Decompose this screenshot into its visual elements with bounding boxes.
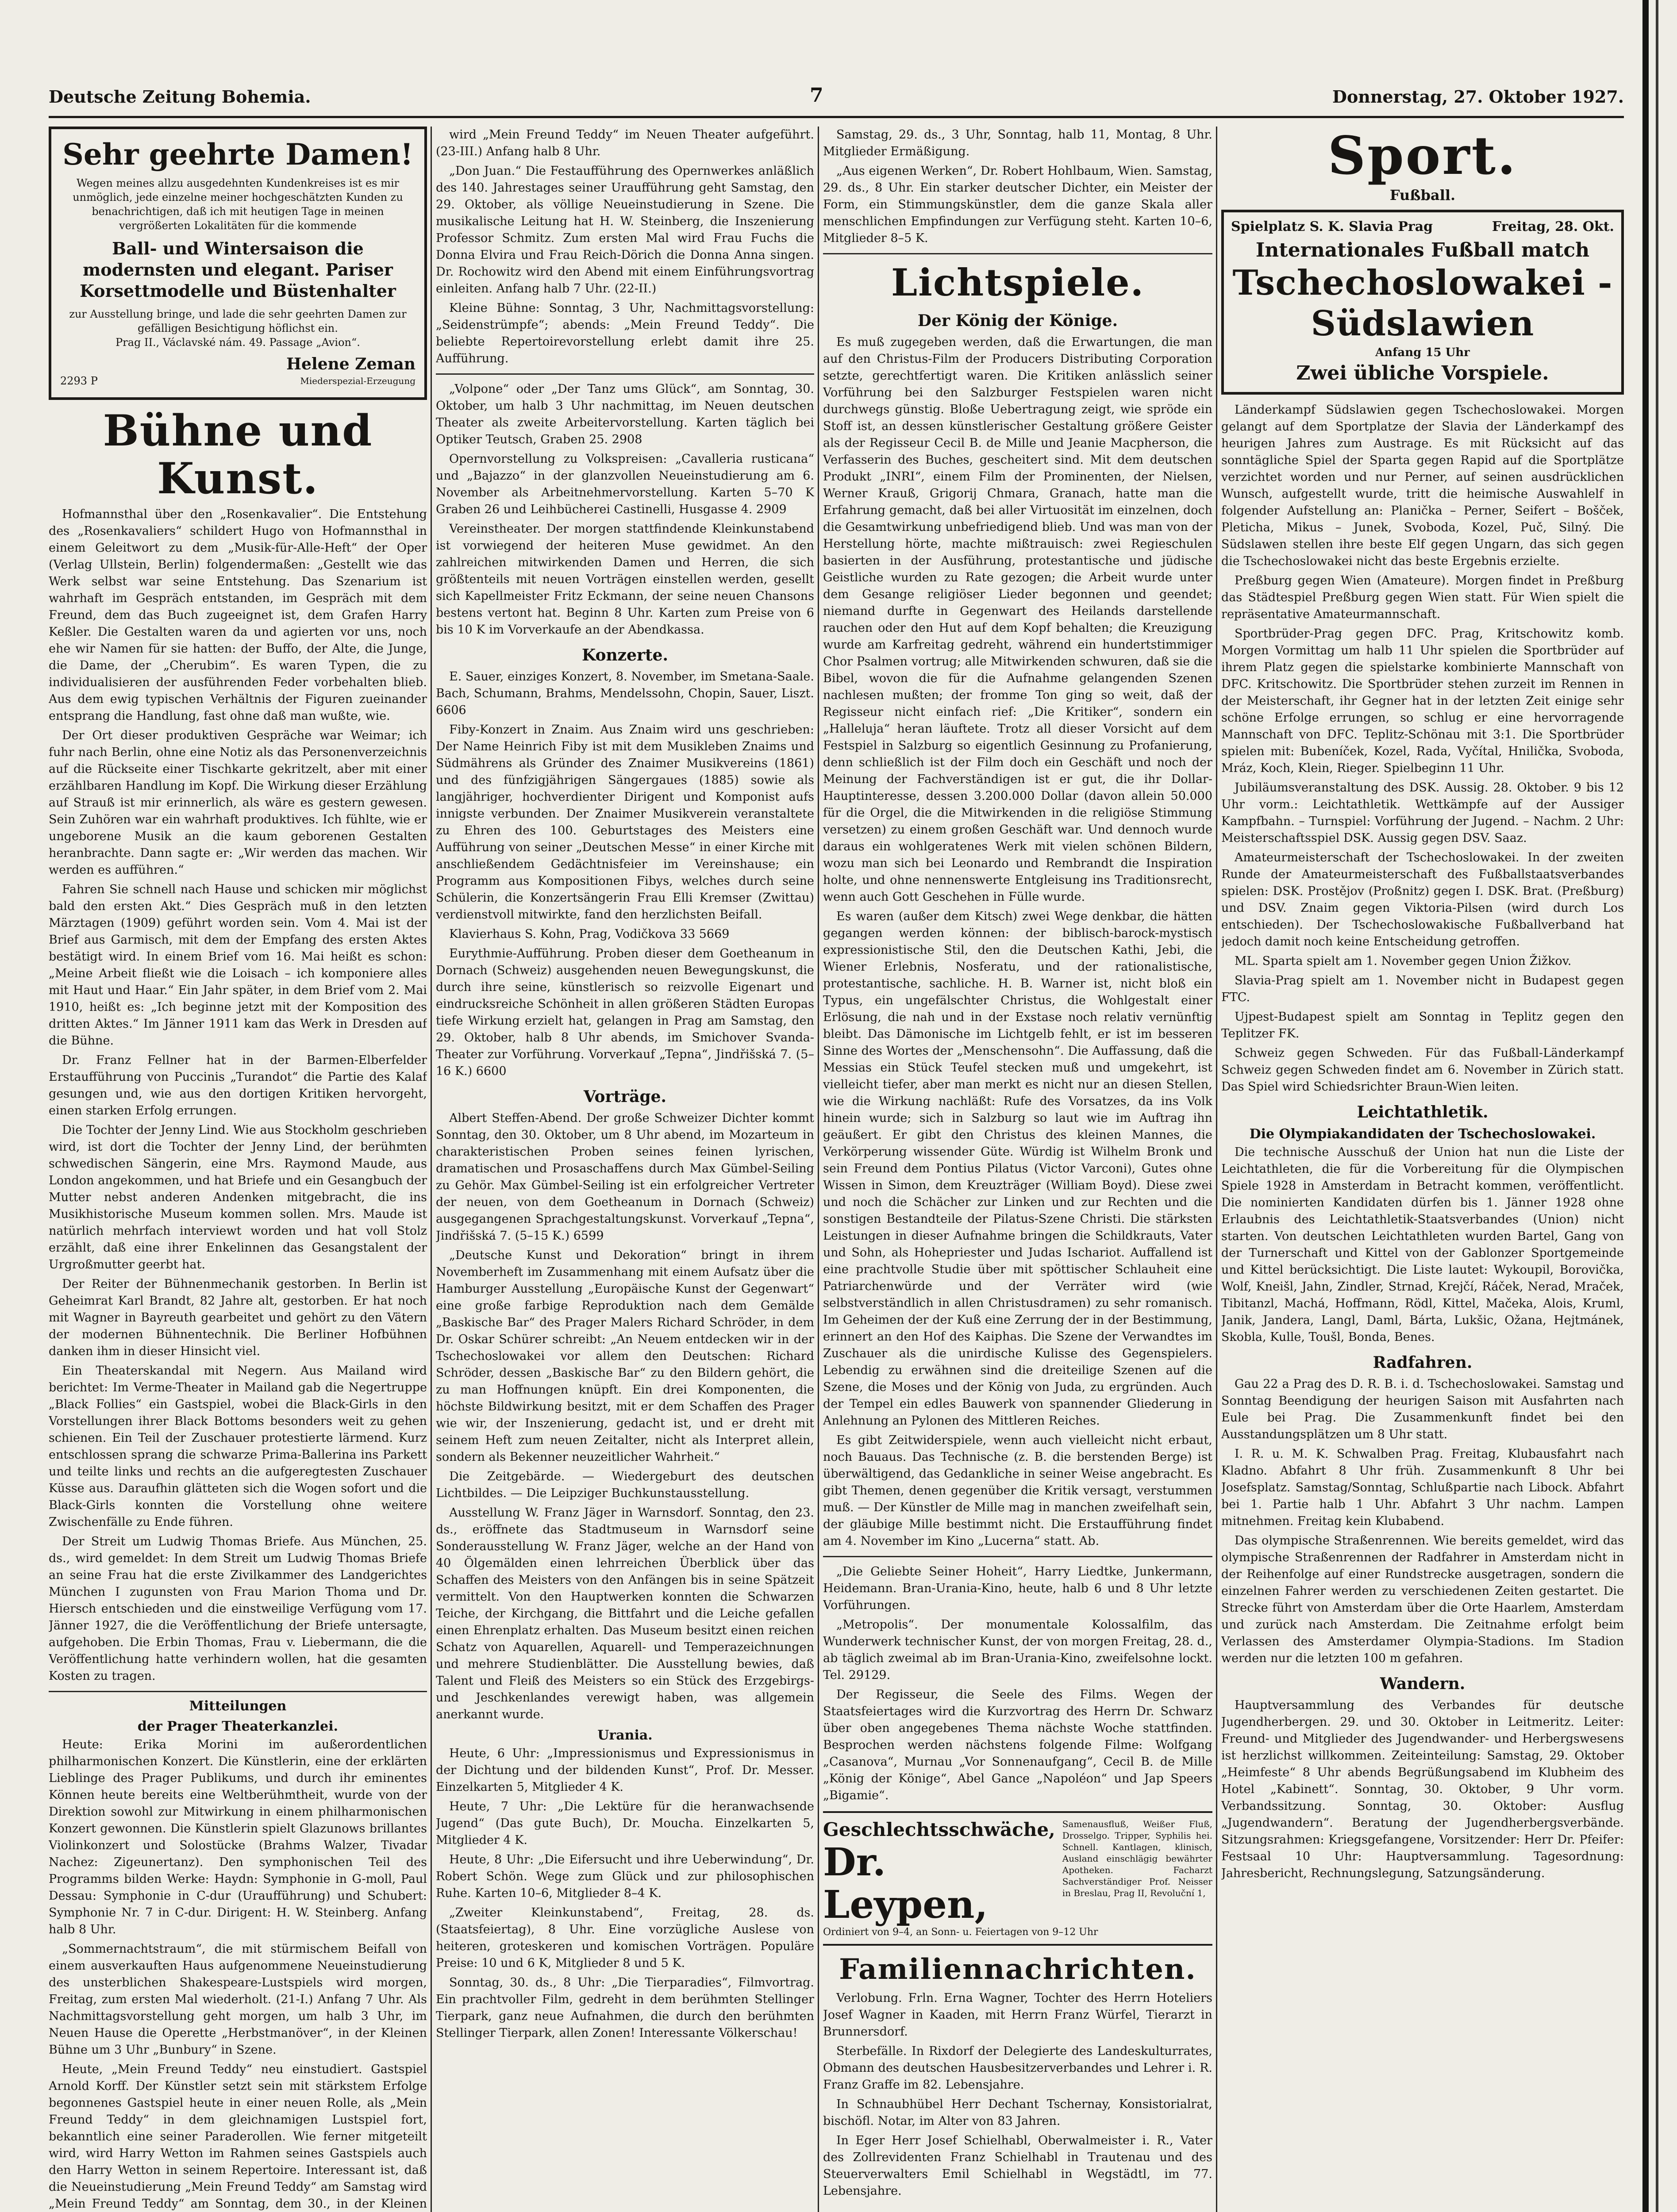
article-paragraph: Schweiz gegen Schweden. Für das Fußball-Länderkampf Schweiz gegen Schweden findet am 6. November in Zürich statt. Das Spiel wird Schiedsrichter Braun-Wien leiten. [1221, 1046, 1624, 1094]
article-paragraph: Der Ort dieser produktiven Gespräche war Weimar; ich fuhr nach Berlin, ohne eine Notiz als das Personenverzeichnis auf die Rückseite einer Tischkarte gekritzelt, aber mit einer erzählbaren Handlung im Kopf. Die Wirkung dieser Erzählung auf Strauß ist mir erinnerlich, als wäre es gestern gewesen. Sein Zuhören war ein wahrhaft produktives. Ich fühlte, wie er ungeborene Musik an die kaum geborenen Gestalten heranbrachte. Dann sagte er: „Wir werden das machen. Wir werden es aufführen.“ [49, 729, 427, 877]
subsection-heading: Mitteilungen [189, 1698, 287, 1714]
article-paragraph: Amateurmeisterschaft der Tschechoslowakei. In der zweiten Runde der Amateurmeisterschaft des Fußballstaatsverbandes spielen: DSK. Prostějov (Proßnitz) gegen I. DSK. Brat. (Preßburg) und DSV. Znaim gegen Viktoria-Pilsen (wird durch Los entschieden). Der Tschechoslowakische Fußballverband hat jedoch damit noch keine Entscheidung getroffen. [1221, 851, 1624, 949]
section-heading-wandern: Wandern. [1380, 1674, 1465, 1693]
newspaper-name: Deutsche Zeitung Bohemia. [49, 87, 311, 107]
leypen-hours: Ordiniert von 9–4, an Sonn- u. Feiertagen von 9–12 Uhr [823, 1927, 1098, 1938]
match-time: Anfang 15 Uhr [1375, 346, 1470, 359]
article-paragraph: Ujpest-Budapest spielt am Sonntag in Teplitz gegen den Teplitzer FK. [1221, 1010, 1624, 1041]
article-paragraph: Preßburg gegen Wien (Amateure). Morgen findet in Preßburg das Städtespiel Preßburg gegen Wien statt. Für Wien spielt die repräsentative Amateurmannschaft. [1221, 574, 1624, 621]
ad-code: 2293 P [60, 375, 98, 387]
article-paragraph: „Aus eigenen Werken“, Dr. Robert Hohlbaum, Wien. Samstag, 29. ds., 8 Uhr. Ein starker deutscher Dichter, ein Meister der Form, ein Stimmungskünstler, dem die ganze Skala aller menschlichen Empfindungen zur Verfügung steht. Karten 10–6, Mitglieder 8–5 K. [823, 164, 1212, 245]
article-paragraph: „Deutsche Kunst und Dekoration“ bringt in ihrem Novemberheft im Zusammenhang mit einem Aufsatz über die Hamburger Ausstellung „Europäische Kunst der Gegenwart“ eine große farbige Reproduktion nach dem Gemälde „Baskische Bar“ des Prager Malers Richard Schröder, in dem Dr. Oskar Schürer schreibt: „An Neuem entdecken wir in der Tschechoslowakei vor allem den Deutschen: Richard Schröder, dessen „Baskische Bar“ zu den Bildern gehört, die zu man Hoffnungen knüpft. Ein drei Komponenten, die höchste Bildwirkung besitzt, mit er dem Schaffen des Prager wie wir, der Inszenierung, gedacht ist, und er dreht mit seinem Heft zum neuen Zeitalter, nicht als Interpret allein, sondern als Bekenner neuzeitlicher Wahrheit.“ [436, 1248, 814, 1464]
ad-intro: Wegen meines allzu ausgedehnten Kundenkreises ist es mir unmöglich, jede einzelne meiner hochgeschätzten Kunden zu benachrichtigen, daß ich mit heutigen Tage in meinen vergrößerten Lokalitäten für die kommende [73, 177, 403, 232]
match-venue: Spielplatz S. K. Slavia Prag [1231, 219, 1433, 234]
section-heading-buehne: Bühne und Kunst. [103, 406, 373, 503]
article-paragraph: Klavierhaus S. Kohn, Prag, Vodičkova 33 5669 [449, 927, 730, 941]
subsection-subheading: der Prager Theaterkanzlei. [137, 1719, 338, 1734]
article-paragraph: Slavia-Prag spielt am 1. November nicht in Budapest gegen FTC. [1221, 974, 1624, 1004]
masthead [49, 84, 1624, 113]
column-rule [431, 127, 432, 2212]
article-paragraph: Verlobung. Frln. Erna Wagner, Tochter des Herrn Hoteliers Josef Wagner in Kaaden, mit Herrn Franz Würfel, Tierarzt in Brunnersdorf. [823, 1991, 1212, 2039]
article-paragraph: Heute, „Mein Freund Teddy“ neu einstudiert. Gastspiel Arnold Korff. Der Künstler setzt sein mit stärkstem Erfolge begonnenes Gastspiel heute in einer neuen Rolle, als „Mein Freund Teddy“ in dem gleichnamigen Lustspiel fort, bekanntlich eine seiner Paraderollen. Wie ferner mitgeteilt wird, wird Harry Wetton im Rahmen seines Gastspiels auch den Harry Wetton in seinem Repertoire. Interessant ist, daß die Neueinstudierung „Mein Freund Teddy“ am Samstag wird „Mein Freund Teddy“ am Sonntag, dem 30., in der Kleinen [49, 2062, 427, 2211]
column-3 [823, 127, 1212, 2212]
column-rule [818, 127, 819, 2212]
article-paragraph: In Eger Herr Josef Schielhabl, Oberwalmeister i. R., Vater des Zollrevidenten Franz Schielhabl in Trautenau und des Steuerverwalters Emil Schielhabl in Wegstädtl, im 77. Lebensjahre. [823, 2134, 1212, 2198]
binding-edge [1642, 0, 1649, 2212]
ad-footer [60, 356, 415, 389]
article-paragraph: Der Streit um Ludwig Thomas Briefe. Aus München, 25. ds., wird gemeldet: In dem Streit um Ludwig Thomas Briefe an seine Frau hat die erste Zivilkammer des Landgerichtes München I zugunsten von Frau Marion Thoma und Dr. Hiersch entschieden und die einstweilige Verfügung vom 17. Jänner 1927, die die Veröffentlichung der Briefe untersagte, aufgehoben. Die Erbin Thomas, Frau v. Liebermann, die die Veröffentlichung hatte verhindern wollen, hat die gesamten Kosten zu tragen. [49, 1535, 427, 1683]
ad-offer: Ball- und Wintersaison die modernsten und elegant. Pariser Korsettmodelle und Büstenhalter [80, 238, 396, 301]
article-paragraph: Sportbrüder-Prag gegen DFC. Prag, Kritschowitz komb. Morgen Vormittag um halb 11 Uhr spielen die Sportbrüder auf ihrem Platz gegen die spielstarke kombinierte Mannschaft von DFC. Kritschowitz. Die Sportbrüder stehen zurzeit im Rennen in der Meisterschaft, ihr Gegner hat in der letzten Zeit einige sehr schöne Erfolge errungen, so schlug er eine hervorragende Mannschaft von DFC. Teplitz-Schönau mit 3:1. Die Sportbrüder spielen mit: Bubeníček, Kozel, Rada, Vyčítal, Hnilička, Svoboda, Mráz, Koch, Klein, Rieger. Spielbeginn 11 Uhr. [1221, 627, 1624, 775]
match-header [1231, 219, 1614, 235]
leypen-row [823, 1818, 1212, 1926]
ad-address: Prag II., Václavské nám. 49. Passage „Avion“. [115, 336, 360, 349]
football-match-advertisement [1221, 210, 1624, 395]
article-paragraph: Der Reiter der Bühnenmechanik gestorben. In Berlin ist Geheimrat Karl Brandt, 82 Jahre alt, gestorben. Er hat noch mit Wagner in Bayreuth gearbeitet und gehört zu den Vätern der modernen Bühnentechnik. Die Berliner Hofbühnen danken ihm in dieser Hinsicht viel. [49, 1277, 427, 1358]
article-paragraph: Albert Steffen-Abend. Der große Schweizer Dichter kommt Sonntag, den 30. Oktober, um 8 Uhr abend, im Mozarteum in charakteristischen Proben seines feinen lyrischen, dramatischen und Prosaschaffens durch Max Gümbel-Seiling zu Gehör. Max Gümbel-Seiling ist ein erfolgreicher Vertreter der neuen, von dem Goetheanum in Dornach (Schweiz) ausgegangenen Sprachgestaltungskunst. Vorverkauf „Tepna“, Jindřišská 7. (5–15 K.) 6599 [436, 1111, 814, 1243]
article-paragraph: I. R. u. M. K. Schwalben Prag. Freitag, Klubausfahrt nach Kladno. Abfahrt 8 Uhr früh. Zusammenkunft 8 Uhr bei Josefsplatz. Samstag/Sonntag, Schlußpartie nach Libock. Abfahrt bei 1. Partie halb 1 Uhr. Abfahrt 3 Uhr nachm. Lampen mitnehmen. Freitag kein Klubabend. [1221, 1447, 1624, 1528]
article-paragraph: Fiby-Konzert in Znaim. Aus Znaim wird uns geschrieben: Der Name Heinrich Fiby ist mit dem Musikleben Znaims und Südmährens als Gründer des Znaimer Musikvereins (1861) und des fünfzigjährigen Sängergaues (1885) sowie als langjähriger, hochverdienter Dirigent und Komponist aufs innigste verbunden. Der Znaimer Musikverein veranstaltete zu Ehren des 100. Geburtstages des Meisters eine Aufführung von seiner „Deutschen Messe“ in einer Kirche mit anschließendem Gedächtnisfeier im Vereinshause; ein Programm aus Kompositionen Fibys, welches durch seine Schülerin, die Konzertsängerin Frau Elli Kremser (Zwittau) verdienstvoll mitwirkte, fand den herzlichsten Beifall. [436, 723, 814, 922]
article-paragraph: Sterbefälle. In Rixdorf der Delegierte des Landeskulturrates, Obmann des deutschen Hausbesitzerverbandes und Lehrer i. R. Franz Graffe im 82. Lebensjahre. [823, 2044, 1212, 2092]
divider [823, 1556, 1212, 1557]
ad-outro: zur Ausstellung bringe, und lade die sehr geehrten Damen zur gefälligen Besichtigung höflichst ein. [69, 308, 407, 334]
section-heading-radfahren: Radfahren. [1373, 1353, 1473, 1372]
article-paragraph: Ausstellung W. Franz Jäger in Warnsdorf. Sonntag, den 23. ds., eröffnete das Stadtmuseum in Warnsdorf seine Sonderausstellung W. Franz Jäger, welche an der Hand von 40 Ölgemälden einen lehrreichen Überblick über das Schaffen des Meisters von den Anfängen bis in seine Spätzeit vermittelt. Von den Hauptwerken konnten die Schwarzen Teiche, der Kirchgang, die Bittfahrt und die Leiche gefallen einen Ehrenplatz erhalten. Das Museum besitzt einen reichen Schatz von Aquarellen, Aquarell- und Temperazeichnungen und mehrere Studienblätter. Die Ausstellung bewies, daß Talent und Fleiß des Meisters so ein Stück des Erzgebirgs- und Jeschkenlandes verewigt haben, was allgemein anerkannt wurde. [436, 1506, 814, 1721]
article-paragraph: Es waren (außer dem Kitsch) zwei Wege denkbar, die hätten gegangen werden können: der biblisch-barock-mystisch expressionistische Stil, den die Deutschen Kathi, Jebi, die Wiener Erlebnis, Nosferatu, und der rationalistische, protestantische, sachliche. H. B. Warner ist, nicht bloß ein Typus, ein ungefälschter Christus, die Wohlgestalt einer Erlösung, die nah und in der Exstase noch relativ vernünftig bleibt. Das Dämonische im Lichtgelb fehlt, er ist im besseren Sinne des Wortes der „Menschensohn“. Die Auffassung, daß die Messias ein Stück Teufel stecken muß und umgekehrt, ist vielleicht tiefer, aber man merkt es nicht nur an diesen Stellen, wie die Wirkung nachläßt: Rufe des Vorsatzes, da ins Volk hinein wurde; sich in Salzburg so laut wie im Auftrag ihn geäußert. Er gibt den Christus des kleinen Mannes, die Verkörperung wissender Güte. Würdig ist Wilhelm Bronk und sein Freund dem Pontius Pilatus (Victor Varconi), Gutes ohne Wissen in Simon, dem Kreuzträger (William Boyd). Diese zwei und noch die Schächer zur Linken und zur Rechten und die sonstigen Bestandteile der Pilatus-Szene Christi. Die stärksten Leistungen in dieser Aufnahme bringen die Schildkrauts, Vater und Sohn, als Hohepriester und Judas Ischariot. Auffallend ist eine prachtvolle Studie über mit spöttischer Schlauheit eine Patriarchenwürde und der Verräter wird (wie selbstverständlich in allen Christusdramen) zu sehr romanisch. Im Geheimen der der Kuß eine Zerrung der in der Bestimmung, erinnert an den Hof des Kaiphas. Die Szene der Verwandtes im Zuschauer als die unirdische Kulisse des Gegenspielers. Lebendig zu erwähnen sind die dreiteilige Szenen auf die Szene, die Moses und der König von Juda, zu ergründen. Auch der Tempel ein edles Bauwerk von spannender Gliederung in Anlehnung an Pylonen des Mittleren Reiches. [823, 910, 1212, 1428]
article-paragraph: Heute, 8 Uhr: „Die Eifersucht und ihre Ueberwindung“, Dr. Robert Schön. Wege zum Glück und zur philosophischen Ruhe. Karten 10–6, Mitglieder 8–4 K. [436, 1853, 814, 1900]
match-date: Freitag, 28. Okt. [1492, 219, 1614, 234]
divider [49, 1691, 427, 1692]
article-paragraph: Vereinstheater. Der morgen stattfindende Kleinkunstabend ist vorwiegend der heiteren Muse gewidmet. An den zahlreichen mitwirkenden Damen und Herren, die sich größtenteils mit neuen Vorträgen einstellen werden, gesellt sich Kapellmeister Fritz Eckmann, der seine neuen Chansons bestens vertont hat. Beginn 8 Uhr. Karten zum Preise von 6 bis 10 K im Vorverkaufe an der Abendkassa. [436, 522, 814, 637]
match-preliminaries: Zwei übliche Vorspiele. [1296, 362, 1549, 384]
article-title-koenig: Der König der Könige. [917, 311, 1118, 330]
leypen-advertisement [823, 1811, 1212, 1946]
article-paragraph: Heute, 6 Uhr: „Impressionismus und Expressionismus in der Dichtung und der bildenden Kunst“, Prof. Dr. Messer. Einzelkarten 5, Mitglieder 4 K. [436, 1747, 814, 1794]
column-rule [1216, 127, 1217, 2212]
section-heading-konzerte: Konzerte. [581, 646, 669, 664]
match-type: Internationales Fußball match [1255, 239, 1590, 261]
article-paragraph: Eurythmie-Aufführung. Proben dieser dem Goetheanum in Dornach (Schweiz) ausgehenden neuen Bewegungskunst, die durch ihre seine, künstlerisch so reizvolle Eigenart und eindrucksreiche Schönheit in allen größeren Städten Europas tiefe Wirkung erzielt hat, gelangen in Prag am Samstag, den 29. Oktober, halb 8 Uhr abends, im Smichover Svanda-Theater zur Vorführung. Vorverkauf „Tepna“, Jindřišská 7. (5–16 K.) 6600 [436, 947, 814, 1078]
article-paragraph: Die Zeitgebärde. — Wiedergeburt des deutschen Lichtbildes. — Die Leipziger Buchkunstausstellung. [436, 1470, 814, 1500]
article-paragraph: Das olympische Straßenrennen. Wie bereits gemeldet, wird das olympische Straßenrennen der Radfahrer in Amsterdam nicht in der Reihenfolge auf einer Rundstrecke ausgetragen, sondern die einzelnen Fahrer werden zu verschiedenen Zeiten gestartet. Die Strecke führt von Amsterdam über die Orte Haarlem, Amsterdam und zurück nach Amsterdam. Die Zeitnahme erfolgt beim Verlassen des Amsterdamer Olympia-Stadions. Im Stadion werden nur die letzten 100 m gefahren. [1221, 1534, 1624, 1665]
masthead-rule [49, 116, 1624, 118]
section-heading-vortraege: Vorträge. [583, 1087, 667, 1106]
article-paragraph: In Schnaubhübel Herr Dechant Tschernay, Konsistorialrat, bischöfl. Notar, im Alter von 83 Jahren. [823, 2097, 1212, 2128]
issue-date: Donnerstag, 27. Oktober 1927. [1332, 87, 1624, 107]
leypen-name: Dr. Leypen, [823, 1840, 988, 1927]
page-number: 7 [810, 84, 823, 107]
article-paragraph: „Volpone“ oder „Der Tanz ums Glück“, am Sonntag, 30. Oktober, um halb 3 Uhr nachmittag, im Neuen deutschen Theater als zweite Arbeitervorstellung. Karten täglich bei Optiker Teutsch, Graben 25. 2908 [436, 382, 814, 446]
match-teams: Tschechoslowakei - Südslawien [1232, 263, 1613, 344]
article-paragraph: Opernvorstellung zu Volkspreisen: „Cavalleria rusticana“ und „Bajazzo“ in der glanzvollen Neueinstudierung am 6. November als Arbeitnehmervorstellung. Karten 5–70 K Graben 26 und Leihbücherei Castinelli, Husgasse 4. 2909 [436, 452, 814, 516]
ad-signature: Helene Zeman [286, 355, 415, 373]
column-4 [1221, 127, 1624, 2212]
divider [823, 253, 1212, 254]
article-paragraph: Samstag, 29. ds., 3 Uhr, Sonntag, halb 11, Montag, 8 Uhr. Mitglieder Ermäßigung. [823, 128, 1212, 158]
article-paragraph: Heute, 7 Uhr: „Die Lektüre für die heranwachsende Jugend“ (Das gute Buch), Dr. Moucha. Einzelkarten 5, Mitglieder 4 K. [436, 1800, 814, 1847]
article-paragraph: „Don Juan.“ Die Festaufführung des Opernwerkes anläßlich des 140. Jahrestages seiner Uraufführung geht Samstag, den 29. Oktober, als völlige Neueinstudierung in Szene. Die musikalische Leitung hat H. W. Steinberg, die Inszenierung Professor Schmitz. Zum ersten Mal wird Frau Fuchs die Donna Elvira und Frau Reich-Dörich die Donna Anna singen. Dr. Rochowitz wird den Abend mit einem Einführungsvortrag einleiten. Anfang halb 7 Uhr. (22-II.) [436, 164, 814, 296]
article-paragraph: Es muß zugegeben werden, daß die Erwartungen, die man auf den Christus-Film der Producers Distributing Corporation setzte, gerechtfertigt waren. Die Kritiken anlässlich seiner Vorführung bei den Salzburger Festspielen waren nicht durchwegs günstig. Bloße Uebertragung zeigt, wie spröde ein Stoff ist, an dessen künstlerischer Gestaltung größere Geister als der Regisseur Cecil B. de Mille und Jeanie Macpherson, die Verfasserin des Buches, gescheitert sind. Mit dem deutschen Produkt „INRI“, einem Film der Prominenten, der Nielsen, Werner Krauß, Grigorij Chmara, Granach, hatte man die Erfahrung gemacht, daß bei aller Virtuosität im einzelnen, doch die Gesamtwirkung unbefriedigend blieb. Und was man von der Herstellung hörte, machte mißtrauisch: zwei Regieschulen basierten in der Ausführung, protestantische und jüdische Geistliche wurden zu Rate gezogen; die Arbeit wurde unter dem Gesange religiöser Lieder begonnen und geendet; niemand durfte in Gegenwart des Heilands darstellende rauchen oder den Hut auf dem Kopf behalten; die Kreuzigung wurde am Karfreitag gedreht, während ein hundertstimmiger Chor Psalmen vortrug; alle Mitwirkenden schwuren, daß sie die Bibel, wovon die für die Aufnahme gelangenden Szenen nachlesen mußten; der fromme Ton ging so weit, daß der Regisseur nicht einfach rief: „Die Kritiker“, sondern ein „Halleluja“ heran läuftete. Trotz all dieser Vorsicht auf dem Festspiel in Salzburg so eigentlich Gesinnung zu Profanierung, denn schließlich ist der Film doch ein Geschäft und noch der Meinung der Fachverständigen ist er gut, die ihr Dollar-Hauptinteresse, dessen 3.200.000 Dollar (davon allein 50.000 für die Orgel, die die Mitwirkenden in die religiöse Stimmung versetzen) zu einem großen Geschäft war. Und dennoch wurde daraus ein wohlgeratenes Werk mit vielen schönen Bildern, wozu man sich bei Leonardo und Rembrandt die Inspiration holte, und ohne nennenswerte Entgleisung ins Traditionsrecht, wenn auch Gott Geschehen in Fülle wurde. [823, 335, 1212, 904]
leypen-details: Samenausfluß, Weißer Fluß, Drosselgo. Tripper, Syphilis hei. Schnell. Kantlagen, klinisch, Ausland einschlägig bewährter Apotheken. Facharzt Sachverständiger Prof. Neisser in Breslau, Prag II, Revoluční 1, [1062, 1819, 1212, 1898]
article-paragraph: Fahren Sie schnell nach Hause und schicken mir möglichst bald den ersten Akt.“ Dies Gespräch muß in den letzten Märztagen (1909) geführt worden sein. Vom 4. Mai ist der Brief aus Garmisch, mit dem der Empfang des ersten Aktes bestätigt wird. In einem Brief vom 16. Mai heißt es schon: „Meine Arbeit fließt wie die Loisach – ich komponiere alles mit Haut und Haar.“ Ein Jahr später, in dem Brief vom 2. Mai 1910, heißt es: „Ich beginne jetzt mit der Komposition des dritten Aktes.“ Im Jänner 1911 kam das Werk in Dresden auf die Bühne. [49, 883, 427, 1048]
section-heading-urania: Urania. [597, 1728, 653, 1743]
article-paragraph: Dr. Franz Fellner hat in der Barmen-Elberfelder Erstaufführung von Puccinis „Turandot“ die Partie des Kalaf gesungen und, wie aus den dortigen Kritiken hervorgeht, einen starken Erfolg errungen. [49, 1053, 427, 1118]
section-heading-sport: Sport. [1327, 127, 1518, 186]
divider [436, 373, 814, 375]
article-paragraph: „Die Geliebte Seiner Hoheit“, Harry Liedtke, Junkermann, Heidemann. Bran-Urania-Kino, heute, halb 6 und 8 Uhr letzte Vorführungen. [823, 1565, 1212, 1612]
ad-signature-sub: Miederspezial-Erzeugung [300, 376, 415, 386]
column-2 [436, 127, 814, 2212]
article-paragraph: Kleine Bühne: Sonntag, 3 Uhr, Nachmittagsvorstellung: „Seidenstrümpfe“; abends: „Mein Freund Teddy“. Die beliebte Repertoirevorstellung erlebt damit ihre 25. Aufführung. [436, 301, 814, 365]
article-paragraph: Gau 22 a Prag des D. R. B. i. d. Tschechoslowakei. Samstag und Sonntag Beendigung der heurigen Saison mit Ausfahrten nach Eule bei Prag. Die Zusammenkunft findet bei den Ausstandungsplätzen um 8 Uhr statt. [1221, 1377, 1624, 1441]
article-paragraph: Hauptversammlung des Verbandes für deutsche Jugendherbergen. 29. und 30. Oktober in Leitmeritz. Leiter: Freund- und Mitglieder des Jugendwander- und Herbergswesens ist herzlichst willkommen. Zeiteinteilung: Samstag, 29. Oktober „Heimfeste“ 8 Uhr abends Begrüßungsabend im Klubheim des Hotel „Kabinett“. Sonntag, 30. Oktober, 9 Uhr vorm. Verbandssitzung. Sonntag, 30. Oktober: Ausflug „Jugendwandern“. Beratung der Jugendherbergsverbände. Sitzungsrahmen: Kriegsgefangene, Vorsitzender: Herr Dr. Pfeifer: Festsaal 10 Uhr: Hauptversammlung. Tagesordnung: Jahresbericht, Rechnungslegung, Satzungsänderung. [1221, 1698, 1624, 1880]
article-paragraph: Heute: Erika Morini im außerordentlichen philharmonischen Konzert. Die Künstlerin, eine der erklärten Lieblinge des Prager Publikums, und durch ihr eminentes Können heute bereits eine Weltberühmtheit, wurde von der Direktion sowohl zur Mitwirkung in einem philharmonischen Konzert gewonnen. Die Künstlerin spielt Glazunows brillantes Violinkonzert und Solostücke (Brahms Walzer, Tivadar Nachez: Zigeunertanz). Den symphonischen Teil des Programms bilden Werke: Haydn: Symphonie in G-moll, Paul Dessau: Symphonie in C-dur (Uraufführung) und Schubert: Symphonie Nr. 7 in C-dur. Dirigent: H. W. Steinberg. Anfang halb 8 Uhr. [49, 1738, 427, 1936]
ad-headline: Sehr geehrte Damen! [62, 137, 413, 172]
article-paragraph: Sonntag, 30. ds., 8 Uhr: „Die Tierparadies“, Filmvortrag. Ein prachtvoller Film, gedreht in dem berühmten Stellinger Tierpark, ganz neue Aufnahmen, die durch den berühmten Stellinger Tierpark, allen Zonen! Interessante Völkerschau! [436, 1976, 814, 2040]
article-paragraph: ML. Sparta spielt am 1. November gegen Union Žižkov. [1235, 954, 1572, 968]
binding-edge-inner [1656, 0, 1658, 2212]
article-paragraph: Der Regisseur, die Seele des Films. Wegen der Staatsfeiertages wird die Kurzvortrag des Herrn Dr. Schwarz über oben angegebenes Thema nächste Woche stattfinden. Besprochen werden nächstens folgende Filme: Wolfgang „Casanova“, Murnau „Vor Sonnenaufgang“, Cecil B. de Mille „König der Könige“, Abel Gance „Napoléon“ und Jap Speers „Bigamie“. [823, 1688, 1212, 1802]
subsection-fussball: Fußball. [1389, 187, 1456, 204]
article-paragraph: Länderkampf Südslawien gegen Tschechoslowakei. Morgen gelangt auf dem Sportplatze der Slavia der Länderkampf des heurigen Jahres zum Austrage. Es mit Rücksicht auf das sonntägliche Spiel der Sparta gegen Rapid auf die Sportplätze verzichtet worden und nur Perner, auf seinen ausdrücklichen Wunsch, aufgestellt wurde, tritt die heimische Auswahlelf in folgender Aufstellung an: Planička – Perner, Seifert – Bošček, Pleticha, Mikus – Junek, Svoboda, Kozel, Puč, Silný. Die Südslawen stellen ihre beste Elf gegen Ungarn, das sich gegen die Tschechoslowakei nicht das beste Ergebnis erzielte. [1221, 403, 1624, 568]
article-paragraph: „Metropolis“. Der monumentale Kolossalfilm, das Wunderwerk technischer Kunst, der von morgen Freitag, 28. d., ab täglich zweimal ab im Bran-Urania-Kino, zweifelsohne lockt. Tel. 29129. [823, 1618, 1212, 1682]
article-paragraph: „Zweiter Kleinkunstabend“, Freitag, 28. ds. (Staatsfeiertag), 8 Uhr. Eine vorzügliche Auslese von heiteren, groteskeren und komischen Vorträgen. Populäre Preise: 10 und 6 K, Mitglieder 8 und 5 K. [436, 1906, 814, 1970]
article-paragraph: Die Tochter der Jenny Lind. Wie aus Stockholm geschrieben wird, ist dort die Tochter der Jenny Lind, der berühmten schwedischen Sängerin, eine Mrs. Raymond Maude, aus London angekommen, und hat Briefe und ein Gesangbuch der Mutter nebst anderen Andenken mitgebracht, die ins Musikhistorische Museum kommen sollen. Mrs. Maude ist natürlich mehrfach interviewt worden und hat voll Stolz erzählt, daß eine ihrer Enkelinnen das Gesangstalent der Urgroßmutter geerbt hat. [49, 1123, 427, 1271]
article-title-olympia: Die Olympiakandidaten der Tschechoslowakei. [1249, 1126, 1596, 1142]
article-paragraph: wird „Mein Freund Teddy“ im Neuen Theater aufgeführt. (23-III.) Anfang halb 8 Uhr. [436, 128, 814, 158]
column-1 [49, 127, 427, 2212]
article-paragraph: Es gibt Zeitwiderspiele, wenn auch vielleicht nicht erbaut, noch Bauaus. Das Technische (z. B. die berstenden Berge) ist überwältigend, das Gedankliche in seiner Weise angebracht. Es gibt Themen, denen gegenüber die Kritik versagt, verstummen muß. — Der Künstler de Mille mag in manchen zweifelhaft sein, der gläubige Mille bestimmt nicht. Die Erstaufführung findet am 4. November im Kino „Lucerna“ statt. Ab. [823, 1433, 1212, 1548]
section-heading-leichtathletik: Leichtathletik. [1357, 1103, 1489, 1121]
leypen-headline: Geschlechtsschwäche, [823, 1819, 1055, 1840]
article-paragraph: E. Sauer, einziges Konzert, 8. November, im Smetana-Saale. Bach, Schumann, Brahms, Mendelssohn, Chopin, Sauer, Liszt. 6606 [436, 670, 814, 717]
article-paragraph: Jubiläumsveranstaltung des DSK. Aussig. 28. Oktober. 9 bis 12 Uhr vorm.: Leichtathletik. Wettkämpfe auf der Aussiger Kampfbahn. – Turnspiel: Vorführung der Jugend. – Nachm. 2 Uhr: Meisterschaftsspiel DSK. Aussig gegen DSV. Saaz. [1221, 781, 1624, 845]
article-paragraph: Ein Theaterskandal mit Negern. Aus Mailand wird berichtet: Im Verme-Theater in Mailand gab die Negertruppe „Black Follies“ ein Gastspiel, wobei die Black-Girls in den Vorstellungen ihrer Black Bottoms besonders weit zu gehen schienen. Ein Teil der Zuschauer protestierte lärmend. Kurz entschlossen sprang die schwarze Prima-Ballerina ins Parkett und teilte links und rechts an die aufgeregtesten Zuschauer Küsse aus. Daraufhin glätteten sich die Wogen sofort und die Black-Girls konnten die Vorstellung ohne weitere Zwischenfälle zu Ende führen. [49, 1364, 427, 1529]
section-heading-familie: Familiennachrichten. [839, 1953, 1196, 1986]
article-paragraph: Die technische Ausschuß der Union hat nun die Liste der Leichtathleten, die für die Vorbereitung für die Olympischen Spiele 1928 in Amsterdam in Betracht kommen, veröffentlicht. Die nominierten Kandidaten dürfen bis 1. Jänner 1928 ohne Erlaubnis des Leichtathletik-Staatsverbandes (Union) nicht starten. Von deutschen Leichtathleten wurden Bartel, Gang von der Turnerschaft und Kittel von der Gablonzer Sportgemeinde und Kittel berücksichtigt. Die Liste lautet: Wykoupil, Borovička, Wolf, Kneišl, Jahn, Zindler, Strnad, Krejčí, Ráček, Nerad, Mraček, Tibitanzl, Machá, Hoffmann, Rödl, Kittel, Mačeka, Alois, Kruml, Janik, Jandera, Langl, Daml, Bárta, Lukšic, Ožana, Hejtmánek, Skobla, Kulle, Toušl, Bonda, Benes. [1221, 1145, 1624, 1344]
article-paragraph: Hofmannsthal über den „Rosenkavalier“. Die Entstehung des „Rosenkavaliers“ schildert Hugo von Hofmannsthal in einem Geleitwort zu dem „Musik-für-Alle-Heft“ der Oper (Verlag Ullstein, Berlin) folgendermaßen: „Gestellt wie das Werk selbst war seine Entstehung. Das Szenarium ist wahrhaft im Gespräch entstanden, im Gespräch mit dem Freund, dem das Buch zugeeignet ist, dem Grafen Harry Keßler. Die Gestalten waren da und agierten vor uns, noch ehe wir Namen für sie hatten: der Buffo, der Alte, die Junge, die Dame, der „Cherubim“. Es waren Typen, die zu individualisieren der ausführenden Feder vorbehalten blieb. Aus dem ewig typischen Verhältnis der Figuren zueinander entsprang die Handlung, fast ohne daß man wußte, wie. [49, 507, 427, 723]
corset-advertisement [49, 127, 427, 400]
article-paragraph: „Sommernachtstraum“, die mit stürmischem Beifall von einem ausverkauften Haus aufgenommene Neueinstudierung des unsterblichen Shakespeare-Lustspiels wird morgen, Freitag, zum ersten Mal wiederholt. (21-I.) Anfang 7 Uhr. Als Nachmittagsvorstellung geht morgen, um halb 3 Uhr, im Neuen Hause die Operette „Herbstmanöver“, in der Kleinen Bühne um 3 Uhr „Bunbury“ in Szene. [49, 1942, 427, 2057]
section-heading-lichtspiele: Lichtspiele. [891, 261, 1144, 304]
